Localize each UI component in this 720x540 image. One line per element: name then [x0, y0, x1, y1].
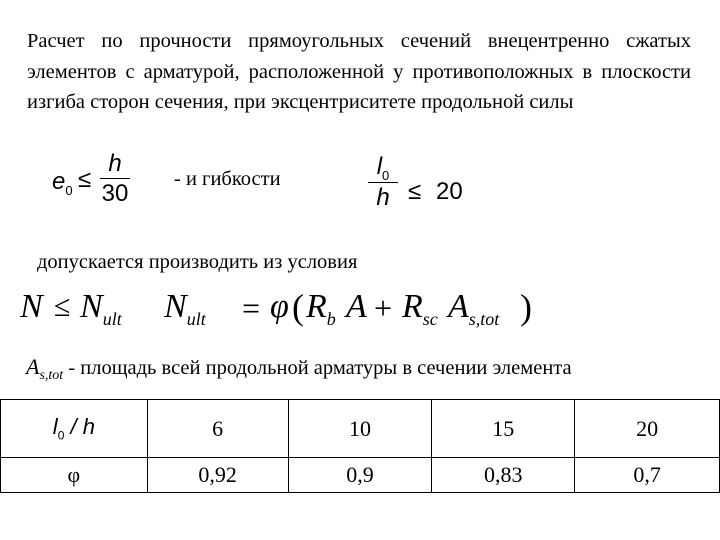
table-cell: 0,83 — [432, 458, 575, 493]
e-var: e — [52, 168, 66, 195]
As-var: A — [448, 288, 469, 325]
le-symbol-2: ≤ — [408, 178, 422, 205]
stot-subscript: s,tot — [468, 308, 500, 329]
plus-sign: + — [374, 290, 393, 326]
table-cell: 0,92 — [147, 458, 288, 493]
b-subscript: b — [326, 308, 336, 329]
phi-symbol: φ — [270, 288, 289, 325]
As-definition-var: A — [26, 354, 40, 379]
e-subscript: 0 — [65, 182, 73, 198]
fraction-h-30 — [100, 150, 130, 209]
slenderness-label: - и гибкости — [174, 168, 281, 190]
definition-line — [26, 354, 572, 384]
N-var: N — [20, 288, 43, 325]
sc-subscript: sc — [422, 308, 438, 329]
As-definition-subscript: s,tot — [39, 368, 64, 384]
l-var: l — [376, 153, 383, 180]
row-label-l0h: $l_0$ / h — [1, 400, 148, 458]
l-subscript: 0 — [382, 167, 390, 183]
le-symbol-1: ≤ — [78, 166, 92, 193]
table-row-l0h — [1, 400, 720, 458]
Rsc-var: R — [402, 288, 423, 325]
ult-subscript: ult — [102, 308, 122, 329]
equals-sign: = — [242, 290, 261, 326]
limit-value-20: 20 — [436, 178, 463, 205]
table-cell: 0,9 — [288, 458, 432, 493]
close-paren: ) — [520, 287, 532, 327]
ult-subscript-2: ult — [186, 308, 206, 329]
open-paren: ( — [292, 287, 304, 327]
A-var: A — [346, 288, 367, 325]
phi-coefficient-table — [0, 399, 720, 493]
fraction-l0-h — [368, 152, 398, 213]
table-cell: 6 — [147, 400, 288, 458]
fraction-numerator: h — [108, 150, 122, 177]
condition-text: допускается производить из условия — [37, 251, 358, 273]
table-cell: 20 — [575, 400, 720, 458]
row-label-phi: φ — [1, 458, 148, 493]
intro-paragraph: Расчет по прочности прямоугольных сечений внецентренно сжатых элементов с арматурой, расположенной у противоположных в плоскости изгиба сторон сечения, при эксцентриситете продольной силы — [27, 30, 691, 113]
definition-text: - площадь всей продольной арматуры в сечении элемента — [68, 357, 572, 379]
le-symbol-3: ≤ — [54, 290, 71, 323]
table-cell: 15 — [432, 400, 575, 458]
fraction-denominator: 30 — [101, 180, 129, 207]
Nult-var: N — [80, 288, 103, 325]
table-row-phi — [1, 458, 720, 493]
table-cell: 0,7 — [575, 458, 720, 493]
table-cell: 10 — [288, 400, 432, 458]
Nult-var-2: N — [164, 288, 187, 325]
fraction-denominator-h: h — [376, 184, 390, 211]
Rb-var: R — [306, 288, 327, 325]
